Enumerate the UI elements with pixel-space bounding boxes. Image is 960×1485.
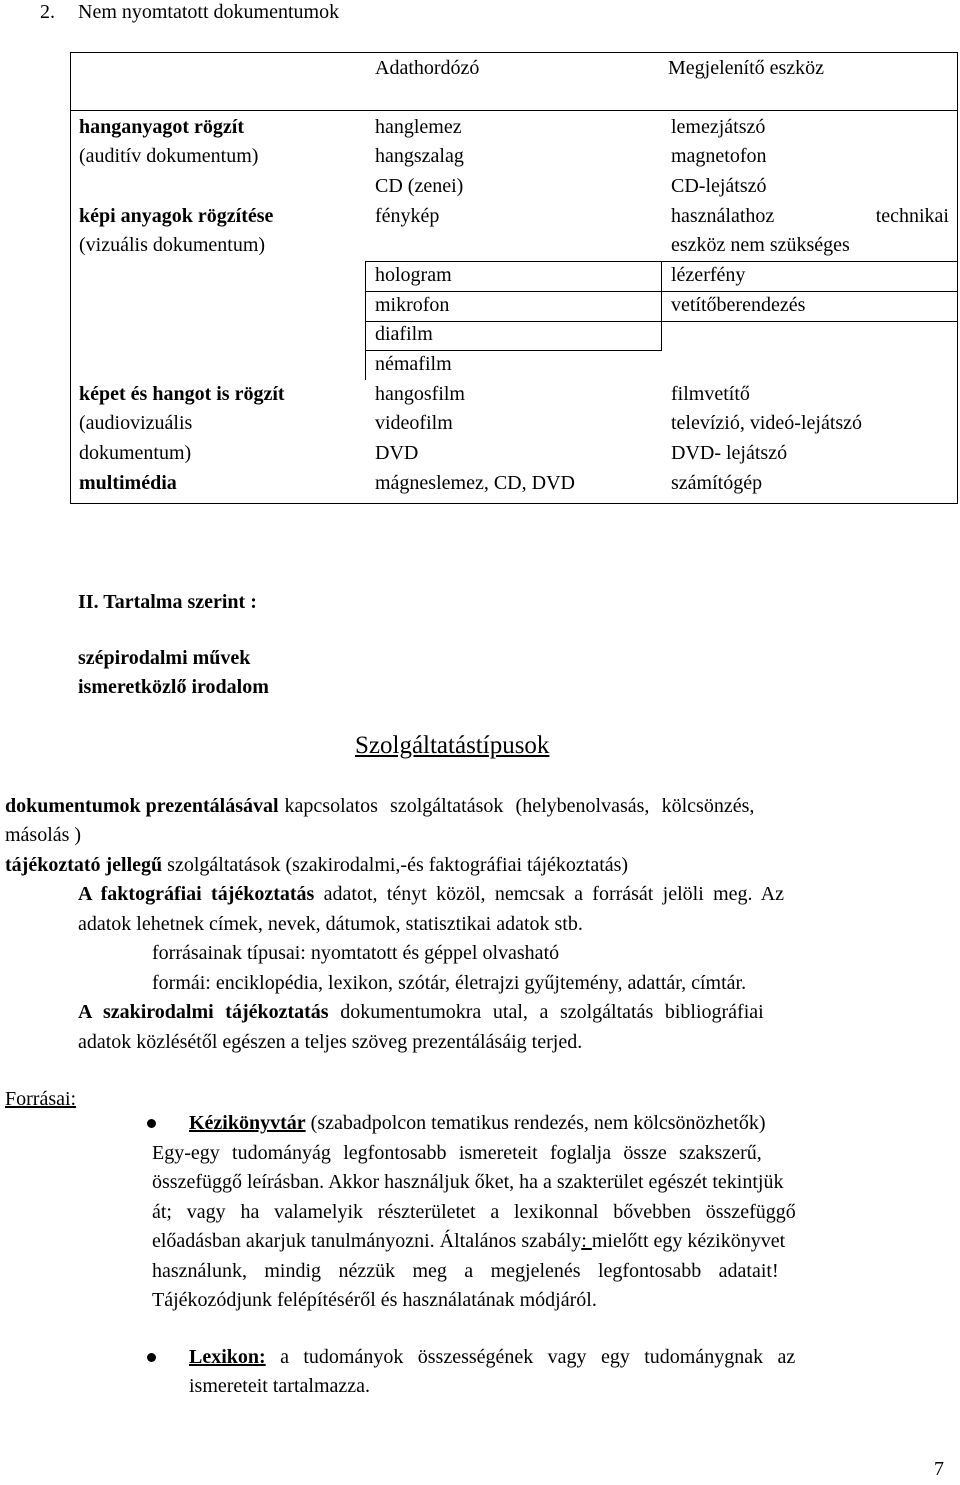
handbook-line7: Tájékozódjunk felépítéséről és használatának módjáról. [152, 1289, 597, 1311]
bullet-icon [147, 1119, 156, 1128]
medium-cell: diafilm [375, 323, 433, 345]
table-rule-v [365, 261, 366, 380]
device-cell: CD-lejátszó [671, 175, 767, 197]
category-av: képet és hangot is rögzít [79, 383, 285, 405]
lexicon-line1 [189, 1343, 795, 1373]
content-item: szépirodalmi művek [78, 647, 251, 669]
category-audio: hanganyagot rögzít [79, 116, 244, 138]
services-p3-rest: adatot, tényt közöl, nemcsak a forrását jelöli meg. Az [323, 883, 785, 905]
medium-cell: DVD [375, 442, 419, 464]
device-cell-part: használathoz [671, 205, 775, 227]
medium-cell: CD (zenei) [375, 175, 464, 197]
sources-label: Forrásai: [5, 1088, 77, 1110]
category-multimedia: multimédia [79, 472, 177, 494]
device-cell: filmvetítő [671, 383, 750, 405]
table-header-divider [70, 110, 958, 111]
lexicon-term: Lexikon: [189, 1346, 266, 1368]
medium-cell: némafilm [375, 353, 452, 375]
device-cell: televízió, videó-lejátszó [671, 412, 863, 434]
medium-cell: videofilm [375, 412, 453, 434]
device-cell [671, 202, 949, 232]
device-cell: számítógép [671, 472, 763, 494]
table-border-left [70, 52, 71, 504]
services-p5: formái: enciklopédia, lexikon, szótár, életrajzi gyűjtemény, adattár, címtár. [152, 972, 747, 994]
page-number: 7 [934, 1458, 944, 1480]
category-visual: képi anyagok rögzítése [79, 205, 274, 227]
services-p6-rest: dokumentumokra utal, a szolgáltatás bibliográfiai [340, 1001, 764, 1023]
services-p1-rest-wrap [279, 792, 950, 822]
services-p1-bold: dokumentumok prezentálásával [5, 795, 279, 817]
device-cell: lemezjátszó [671, 116, 766, 138]
medium-cell: mikrofon [375, 294, 450, 316]
services-p1-rest: kapcsolatos szolgáltatások (helybenolvasás, kölcsönzés, [284, 795, 755, 817]
device-cell: magnetofon [671, 145, 767, 167]
handbook-line5-c: mielőtt egy kézikönyvet [591, 1230, 786, 1252]
lexicon-desc: a tudományok összességének vagy egy tudománygnak az [280, 1346, 796, 1368]
services-p3-line2: adatok lehetnek címek, nevek, dátumok, statisztikai adatok stb. [78, 913, 583, 935]
services-p6-bold: A szakirodalmi tájékoztatás [78, 1001, 329, 1023]
category-audio-sub: (auditív dokumentum) [79, 145, 259, 167]
content-item: ismeretközlő irodalom [78, 676, 269, 698]
lexicon-line2: ismereteit tartalmazza. [189, 1375, 371, 1397]
content-heading: II. Tartalma szerint : [78, 591, 257, 613]
media-table [70, 52, 958, 504]
handbook-line5 [152, 1227, 785, 1257]
header-medium: Adathordózó [375, 57, 480, 79]
bullet-icon [147, 1353, 156, 1362]
handbook-line4: át; vagy ha valamelyik részterületet a lexikonnal bővebben összefüggő [152, 1201, 796, 1223]
category-visual-sub: (vizuális dokumentum) [79, 234, 266, 256]
handbook-line5-a: előadásban akarjuk tanulmányozni. Általános szabály [152, 1230, 582, 1252]
services-p3-bold: A faktográfiai tájékoztatás [78, 883, 315, 905]
services-p6-line1 [78, 998, 764, 1028]
handbook-line1 [189, 1109, 766, 1139]
device-cell: eszköz nem szükséges [671, 234, 850, 256]
table-rule-v [661, 261, 662, 350]
services-p2-bold: tájékoztató jellegű [5, 854, 163, 876]
handbook-desc: (szabadpolcon tematikus rendezés, nem kölcsönözhetők) [310, 1112, 766, 1134]
device-cell: vetítőberendezés [671, 294, 806, 316]
handbook-term: Kézikönyvtár [189, 1112, 306, 1134]
medium-cell: hologram [375, 264, 452, 286]
section-title: Nem nyomtatott dokumentumok [78, 1, 340, 23]
services-p4: forrásainak típusai: nyomtatott és géppel olvasható [152, 942, 560, 964]
table-rule-v [957, 261, 958, 321]
device-cell-part: technikai [875, 205, 949, 227]
device-cell: DVD- lejátszó [671, 442, 788, 464]
services-p2 [5, 851, 628, 881]
handbook-line6: használunk, mindig nézzük meg a megjelenés legfontosabb adatait! [152, 1260, 779, 1282]
services-p1-line1 [5, 792, 950, 822]
handbook-line5-b: : [581, 1230, 592, 1252]
medium-cell: mágneslemez, CD, DVD [375, 472, 575, 494]
header-device: Megjelenítő eszköz [668, 57, 825, 79]
section-heading [0, 0, 960, 27]
medium-cell: hanglemez [375, 116, 462, 138]
medium-cell: hangszalag [375, 145, 464, 167]
services-p3-line1 [78, 880, 784, 910]
services-title: Szolgáltatástípusok [355, 732, 550, 759]
services-p2-rest: szolgáltatások (szakirodalmi,-és faktográfiai tájékoztatás) [167, 854, 629, 876]
table-border-bottom [70, 503, 958, 504]
category-av-sub2: dokumentum) [79, 442, 192, 464]
medium-cell: hangosfilm [375, 383, 465, 405]
medium-cell: fénykép [375, 205, 440, 227]
services-p1-line2: másolás ) [5, 824, 82, 846]
section-number: 2. [40, 1, 55, 23]
table-border-top [70, 52, 958, 53]
device-cell: lézerfény [671, 264, 746, 286]
category-av-sub: (audiovizuális [79, 412, 193, 434]
services-p6-line2: adatok közlésétől egészen a teljes szöveg prezentálásáig terjed. [78, 1031, 583, 1053]
handbook-line3: összefüggő leírásban. Akkor használjuk őket, ha a szakterület egészét tekintjük [152, 1171, 784, 1193]
handbook-line2: Egy-egy tudományág legfontosabb ismereteit foglalja össze szakszerű, [152, 1142, 762, 1164]
